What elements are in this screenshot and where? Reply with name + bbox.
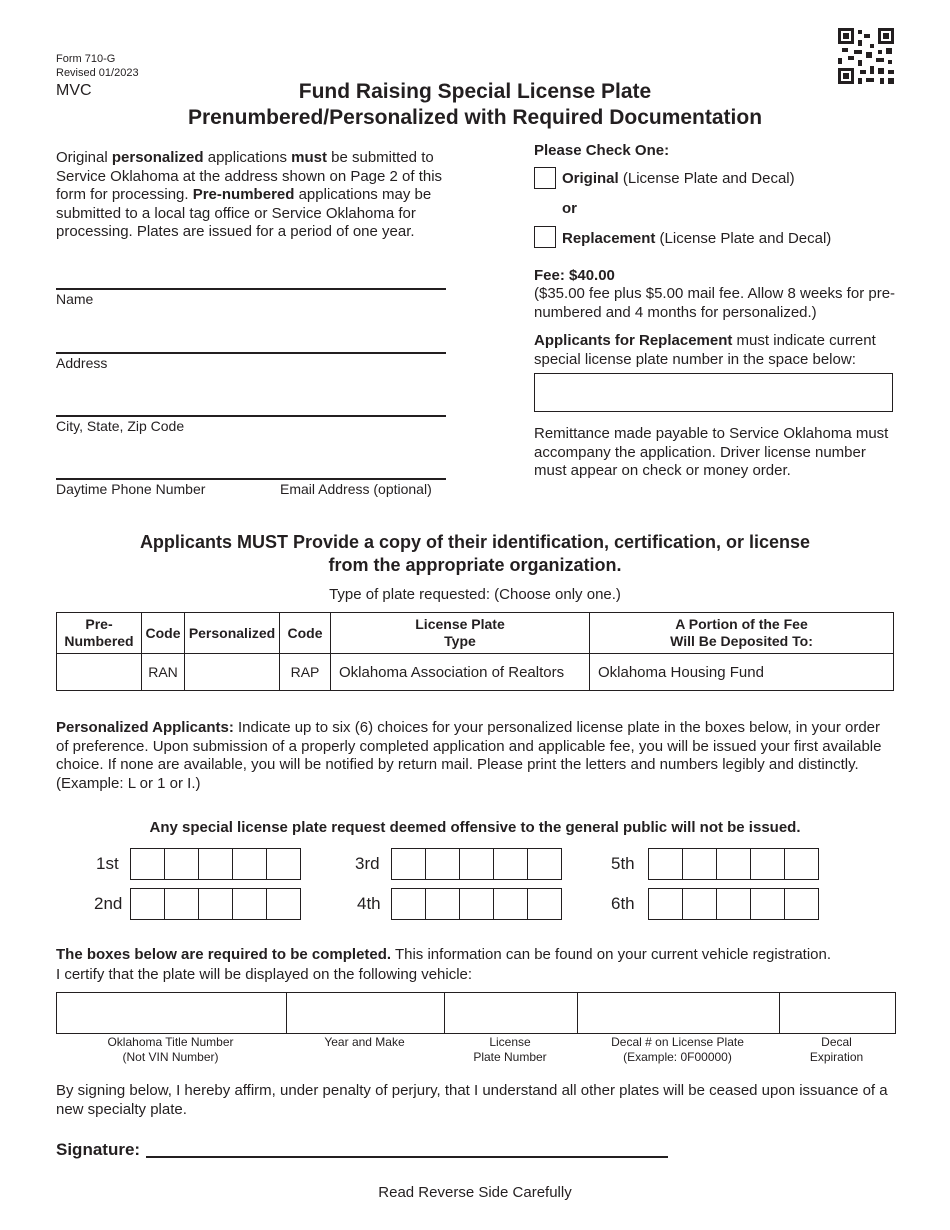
replacement-instructions: Applicants for Replacement must indicate current special license plate number in the space below: bbox=[534, 332, 876, 368]
choice-boxes-5[interactable] bbox=[648, 848, 819, 880]
form-number: Form 710-G bbox=[56, 53, 116, 65]
agency-code: MVC bbox=[56, 82, 92, 99]
personalized-instructions: Personalized Applicants: Indicate up to six (6) choices for your personalized license plate in the boxes below, in your order of preference. Upon submission of a properly completed application and applicable fee, you will be issued your first available choice. If none are available, you will be notified by return mail. Please print the letters and numbers legibly and distinctly. (Example: L or 1 or I.) bbox=[56, 719, 882, 792]
intro-paragraph: Original personalized applications must be submitted to Service Oklahoma at the address shown on Page 2 of this form for processing. Pre-numbered applications may be submitted to a local tag office or Service Oklahoma for processing. Plates are issued for a period of one year. bbox=[56, 149, 443, 240]
fee-amount: Fee: $40.00 bbox=[534, 267, 615, 284]
year-make-input[interactable] bbox=[286, 993, 444, 1033]
plate-type-cell: Oklahoma Association of Realtors bbox=[331, 654, 590, 691]
choice-label-2: 2nd bbox=[94, 894, 123, 913]
footer-note: Read Reverse Side Carefully bbox=[378, 1184, 572, 1201]
or-label: or bbox=[562, 200, 577, 217]
title-number-label: Oklahoma Title Number (Not VIN Number) bbox=[107, 1035, 234, 1064]
name-label: Name bbox=[56, 291, 94, 307]
personalized-choice-cell[interactable] bbox=[185, 654, 280, 691]
header-code-1: Code bbox=[142, 613, 185, 654]
table-row bbox=[57, 654, 894, 691]
city-state-zip-label: City, State, Zip Code bbox=[56, 418, 185, 434]
choice-boxes-3[interactable] bbox=[391, 848, 562, 880]
code-rap: RAP bbox=[280, 654, 331, 691]
certify-text: I certify that the plate will be displayed on the following vehicle: bbox=[56, 966, 473, 983]
header-prenumbered: Pre- Numbered bbox=[57, 613, 142, 654]
choice-label-6: 6th bbox=[611, 894, 635, 913]
decal-expiration-input[interactable] bbox=[779, 993, 895, 1033]
decal-number-label: Decal # on License Plate (Example: 0F00000) bbox=[611, 1035, 744, 1064]
affirmation-text: By signing below, I hereby affirm, under penalty of perjury, that I understand all other plates will be ceased upon issuance of a new specialty plate. bbox=[56, 1082, 888, 1118]
original-checkbox[interactable] bbox=[534, 167, 556, 189]
address-label: Address bbox=[56, 355, 108, 371]
page-title: Fund Raising Special License Plate bbox=[298, 80, 652, 103]
choice-label-4: 4th bbox=[357, 894, 381, 913]
address-field[interactable] bbox=[56, 352, 446, 354]
choice-boxes-6[interactable] bbox=[648, 888, 819, 920]
header-personalized: Personalized bbox=[185, 613, 280, 654]
phone-email-field[interactable] bbox=[56, 478, 446, 480]
plate-type-table bbox=[56, 612, 894, 691]
fee-deposit-cell: Oklahoma Housing Fund bbox=[590, 654, 894, 691]
requirement-line2: from the appropriate organization. bbox=[328, 555, 622, 575]
code-ran: RAN bbox=[142, 654, 185, 691]
vehicle-required-note: The boxes below are required to be completed. This information can be found on your current vehicle registration. bbox=[56, 946, 832, 963]
name-field[interactable] bbox=[56, 288, 446, 290]
title-number-input[interactable] bbox=[57, 993, 286, 1033]
check-one-heading: Please Check One: bbox=[534, 142, 670, 159]
replacement-checkbox[interactable] bbox=[534, 226, 556, 248]
choice-boxes-1[interactable] bbox=[130, 848, 301, 880]
vehicle-info-boxes bbox=[56, 992, 896, 1034]
revised-date: Revised 01/2023 bbox=[56, 67, 139, 79]
header-code-2: Code bbox=[280, 613, 331, 654]
city-state-zip-field[interactable] bbox=[56, 415, 446, 417]
page-subtitle: Prenumbered/Personalized with Required Documentation bbox=[187, 106, 763, 129]
plate-number-input[interactable] bbox=[444, 993, 577, 1033]
choice-label-5: 5th bbox=[611, 854, 635, 873]
fee-detail: ($35.00 fee plus $5.00 mail fee. Allow 8 weeks for pre-numbered and 4 months for personalized.) bbox=[534, 285, 896, 321]
decal-expiration-label: Decal Expiration bbox=[809, 1035, 864, 1064]
offensive-warning: Any special license plate request deemed offensive to the general public will not be issued. bbox=[149, 819, 801, 836]
plate-number-label: License Plate Number bbox=[473, 1035, 547, 1064]
choice-label-3: 3rd bbox=[355, 854, 380, 873]
type-prompt: Type of plate requested: (Choose only one.) bbox=[329, 586, 621, 603]
signature-label: Signature: bbox=[56, 1140, 141, 1159]
header-fee-deposit: A Portion of the Fee Will Be Deposited To: bbox=[590, 613, 894, 654]
header-plate-type: License Plate Type bbox=[331, 613, 590, 654]
replacement-label: Replacement (License Plate and Decal) bbox=[562, 230, 832, 247]
choice-label-1: 1st bbox=[96, 854, 119, 873]
year-make-label: Year and Make bbox=[324, 1035, 405, 1049]
choice-boxes-4[interactable] bbox=[391, 888, 562, 920]
qr-code-icon bbox=[838, 28, 894, 84]
remittance-note: Remittance made payable to Service Oklahoma must accompany the application. Driver license number must appear on check or money order. bbox=[534, 425, 889, 479]
original-label: Original (License Plate and Decal) bbox=[562, 170, 795, 187]
phone-label: Daytime Phone Number bbox=[56, 481, 206, 497]
choice-boxes-2[interactable] bbox=[130, 888, 301, 920]
current-plate-number-input[interactable] bbox=[534, 373, 893, 412]
email-label: Email Address (optional) bbox=[280, 481, 432, 497]
decal-number-input[interactable] bbox=[577, 993, 779, 1033]
prenumbered-choice-cell[interactable] bbox=[57, 654, 142, 691]
requirement-line1: Applicants MUST Provide a copy of their identification, certification, or license bbox=[139, 532, 811, 552]
signature-field[interactable] bbox=[146, 1156, 668, 1158]
